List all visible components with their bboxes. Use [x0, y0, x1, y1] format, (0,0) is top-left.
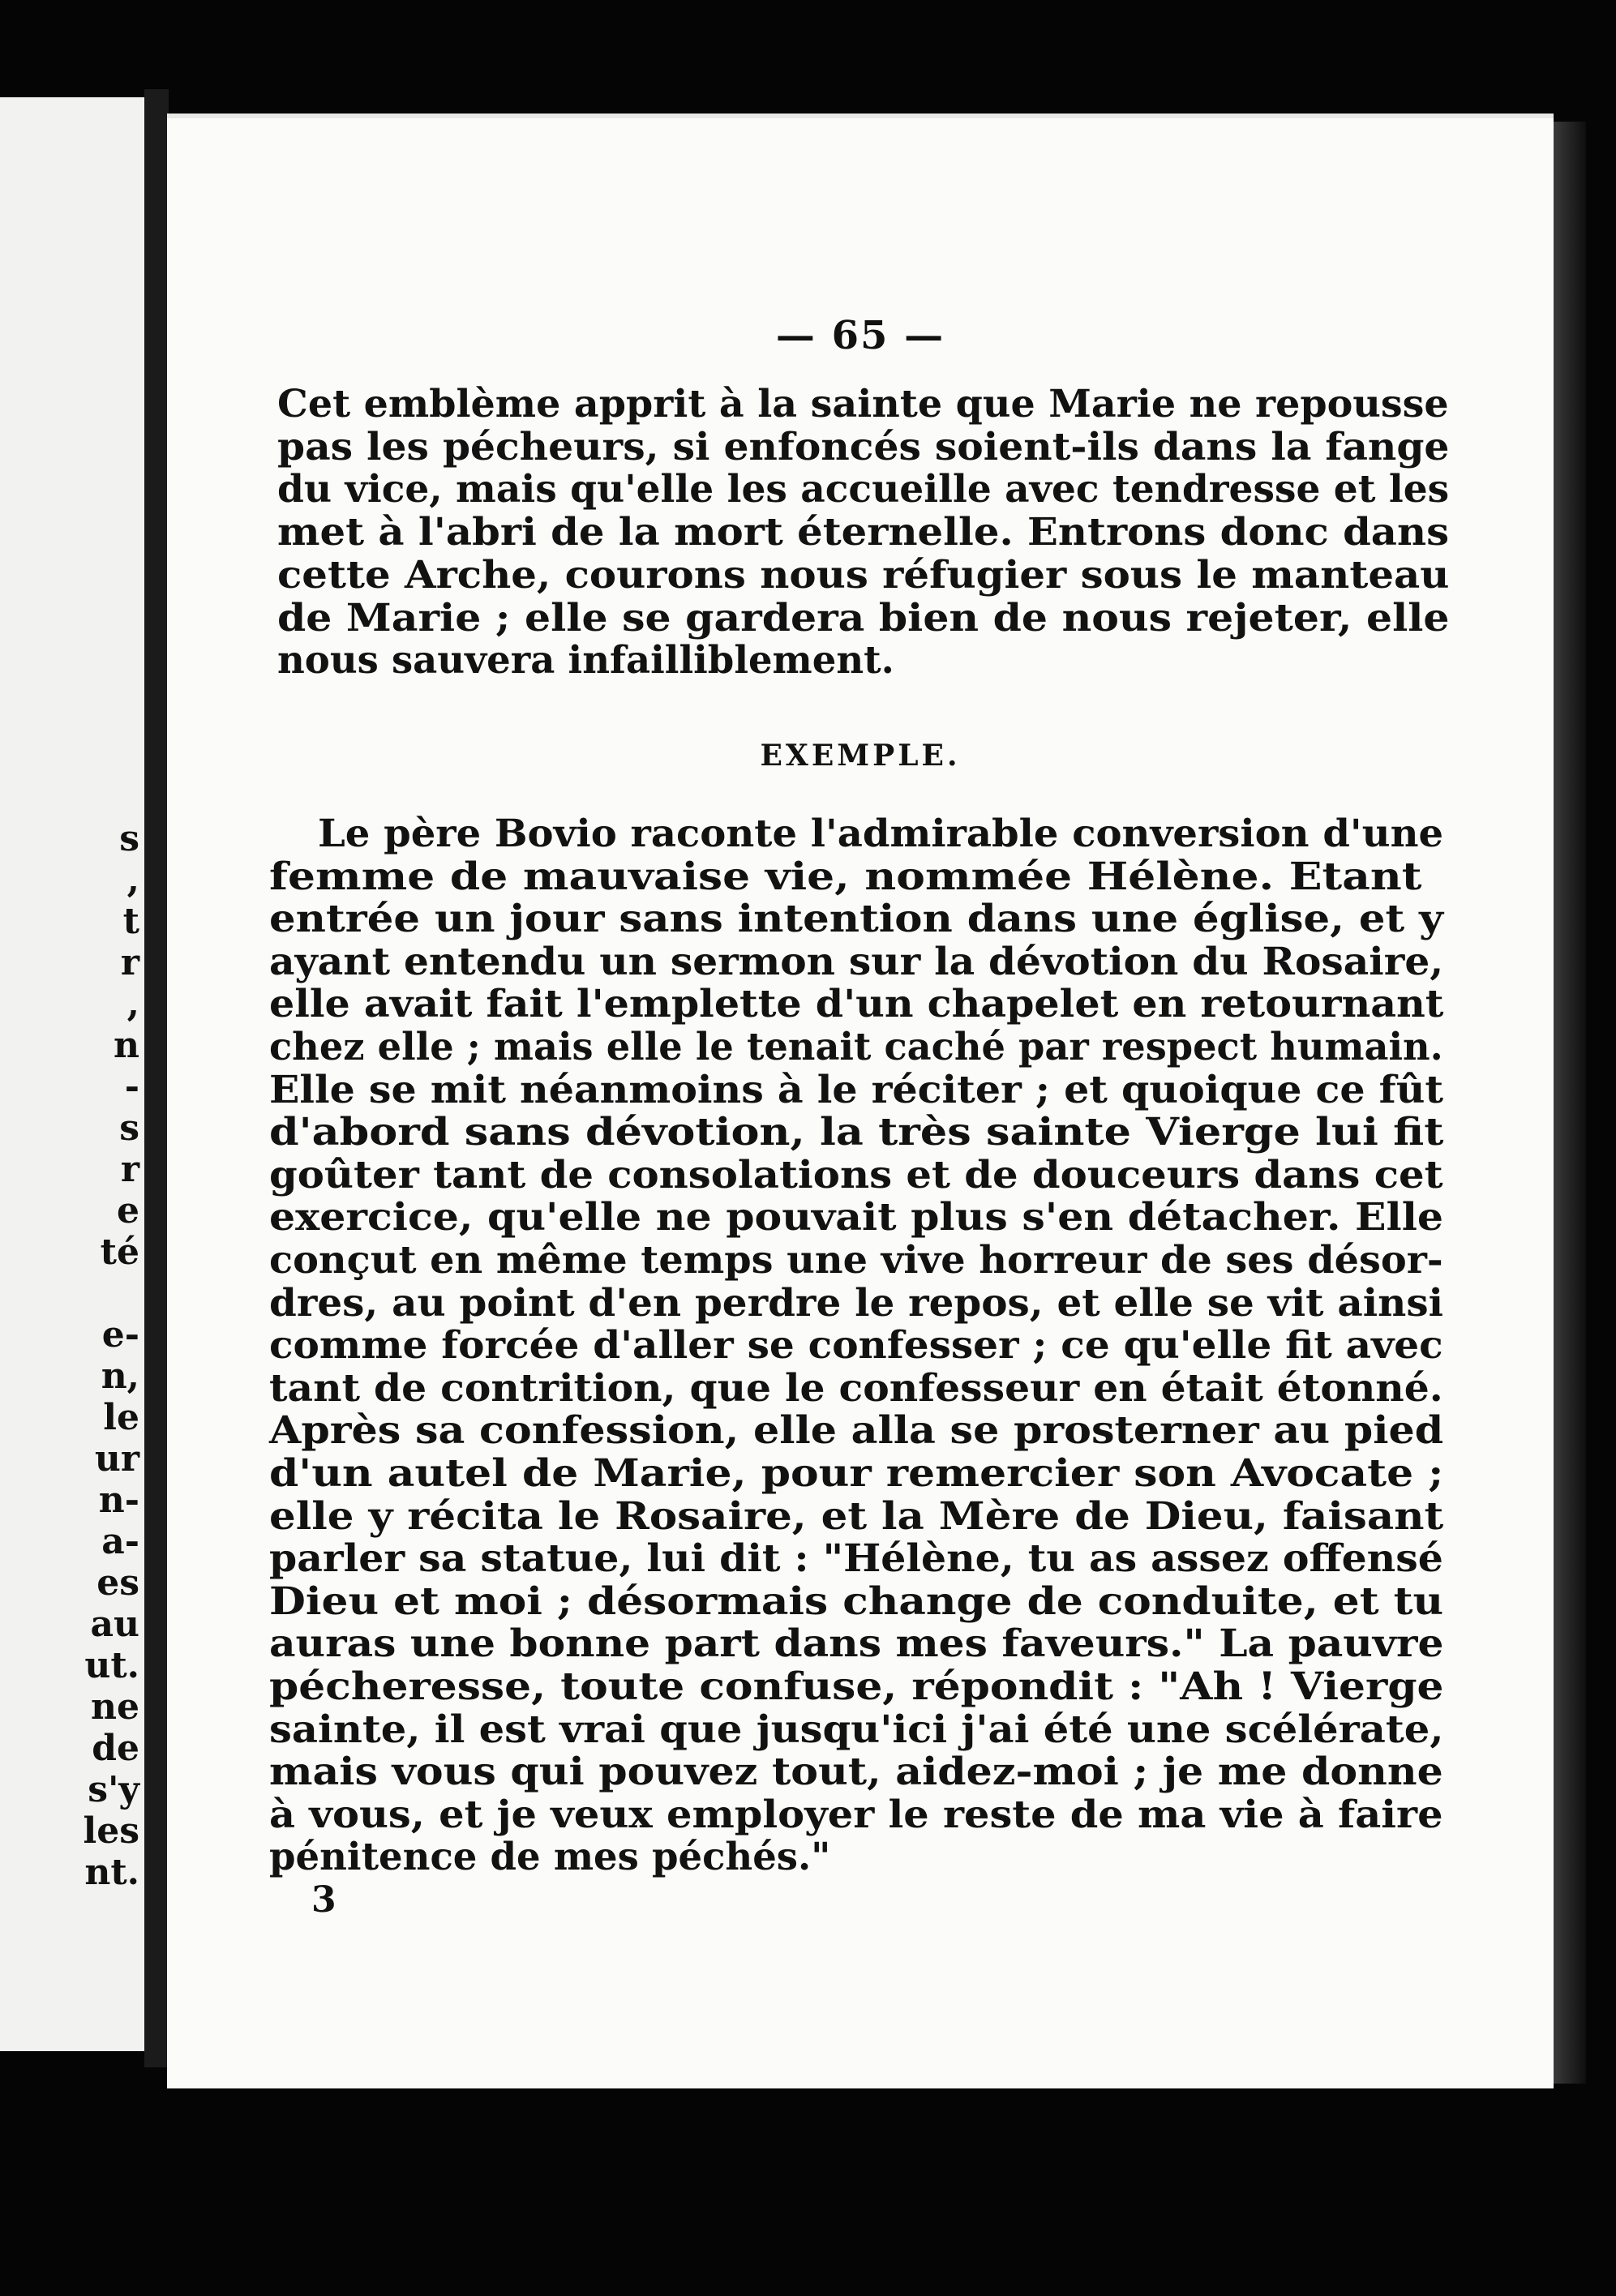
left-page-fragment: ,: [126, 859, 139, 901]
left-page-fragment: n,: [101, 1356, 139, 1397]
left-page-fragment: ,: [126, 983, 139, 1025]
left-page-fragment: de: [92, 1728, 139, 1769]
paragraph2-line: Dieu et moi ; désormais change de conduite, et tu: [269, 1578, 1444, 1623]
paragraph2-line: elle avait fait l'emplette d'un chapelet en retournant: [269, 981, 1444, 1026]
left-facing-page: [0, 97, 144, 2051]
page-number: — 65 —: [775, 313, 945, 358]
paragraph2-line: parler sa statue, lui dit : "Hélène, tu as assez offensé: [269, 1536, 1443, 1581]
paragraph1-line: Cet emblème apprit à la sainte que Marie ne repousse: [277, 381, 1449, 426]
left-page-fragment: t: [122, 901, 139, 942]
paragraph2-line: ayant entendu un sermon sur la dévotion du Rosaire,: [269, 938, 1444, 983]
left-page-fragment: n: [114, 1025, 139, 1066]
paragraph2-line: sainte, il est vrai que jusqu'ici j'ai été une scélérate,: [269, 1706, 1444, 1751]
page-edge: [1554, 122, 1586, 2084]
paragraph2-line: Le père Bovio raconte l'admirable conversion d'une: [318, 811, 1444, 855]
book-page: [167, 114, 1554, 2088]
paragraph2-line: d'un autel de Marie, pour remercier son Avocate ;: [269, 1450, 1444, 1495]
paragraph2-line: elle y récita le Rosaire, et la Mère de Dieu, faisant: [269, 1493, 1444, 1538]
paragraph2-line: conçut en même temps une vive horreur de ses désor-: [269, 1237, 1443, 1282]
signature-mark: 3: [311, 1879, 336, 1921]
left-page-fragment: le: [103, 1397, 139, 1438]
left-page-fragment: a-: [101, 1521, 139, 1562]
paragraph1-line: pas les pécheurs, si enfoncés soient-ils dans la fange: [277, 423, 1450, 469]
paragraph1-line: de Marie ; elle se gardera bien de nous rejeter, elle: [277, 594, 1450, 640]
paragraph2-line: Après sa confession, elle alla se prosterner au pied: [269, 1407, 1444, 1453]
left-page-fragment: les: [83, 1810, 139, 1852]
left-page-fragment: e-: [101, 1314, 139, 1356]
paragraph2-line: pécheresse, toute confuse, répondit : "Ah ! Vierge: [269, 1664, 1444, 1708]
left-page-fragment: n-: [98, 1480, 139, 1521]
paragraph2-line: entrée un jour sans intention dans une église, et y: [269, 896, 1443, 941]
left-page-fragment: s: [119, 818, 139, 859]
paragraph2-line: chez elle ; mais elle le tenait caché par respect humain.: [269, 1024, 1443, 1069]
left-page-fragment: ne: [91, 1686, 139, 1728]
left-page-fragment: s: [119, 1107, 139, 1149]
paragraph2-line: à vous, et je veux employer le reste de ma vie à faire: [269, 1791, 1443, 1836]
paragraph1-line: du vice, mais qu'elle les accueille avec tendresse et les: [277, 466, 1450, 512]
left-page-fragment: r: [120, 1149, 139, 1190]
paragraph2-line: auras une bonne part dans mes faveurs." La pauvre: [269, 1621, 1444, 1666]
left-page-fragment: ut.: [84, 1645, 139, 1686]
left-page-fragment: au: [90, 1604, 139, 1645]
paragraph2-line: dres, au point d'en perdre le repos, et elle se vit ainsi: [269, 1279, 1443, 1325]
paragraph2-line: exercice, qu'elle ne pouvait plus s'en détacher. Elle: [269, 1194, 1444, 1240]
left-page-fragment: es: [96, 1562, 139, 1604]
paragraph2-line: goûter tant de consolations et de douceurs dans cet: [269, 1151, 1443, 1197]
left-page-fragment: e: [117, 1190, 139, 1232]
section-heading: EXEMPLE.: [760, 739, 961, 773]
paragraph1-line: cette Arche, courons nous réfugier sous le manteau: [277, 551, 1450, 597]
left-page-fragment: s'y: [88, 1769, 139, 1810]
left-page-fragment: r: [120, 942, 139, 983]
paragraph2-line: pénitence de mes péchés.": [269, 1834, 831, 1879]
book-gutter: [144, 89, 169, 2067]
paragraph2-line: tant de contrition, que le confesseur en était étonné.: [269, 1364, 1443, 1410]
paragraph2-line: d'abord sans dévotion, la très sainte Vierge lui fit: [269, 1109, 1444, 1154]
paragraph1-line: nous sauvera infailliblement.: [277, 637, 894, 683]
paragraph2-line: comme forcée d'aller se confesser ; ce qu'elle fit avec: [269, 1322, 1443, 1368]
paragraph1-line: met à l'abri de la mort éternelle. Entrons donc dans: [277, 509, 1450, 555]
left-page-fragment: ur: [94, 1438, 139, 1480]
left-page-fragment: té: [100, 1232, 139, 1273]
paragraph2-line: Elle se mit néanmoins à le réciter ; et quoique ce fût: [269, 1066, 1444, 1112]
paragraph2-line: mais vous qui pouvez tout, aidez-moi ; je me donne: [269, 1749, 1443, 1794]
left-page-fragment: -: [124, 1066, 139, 1107]
paragraph2-line: femme de mauvaise vie, nommée Hélène. Etant: [269, 853, 1422, 898]
left-page-fragment: nt.: [84, 1852, 139, 1893]
